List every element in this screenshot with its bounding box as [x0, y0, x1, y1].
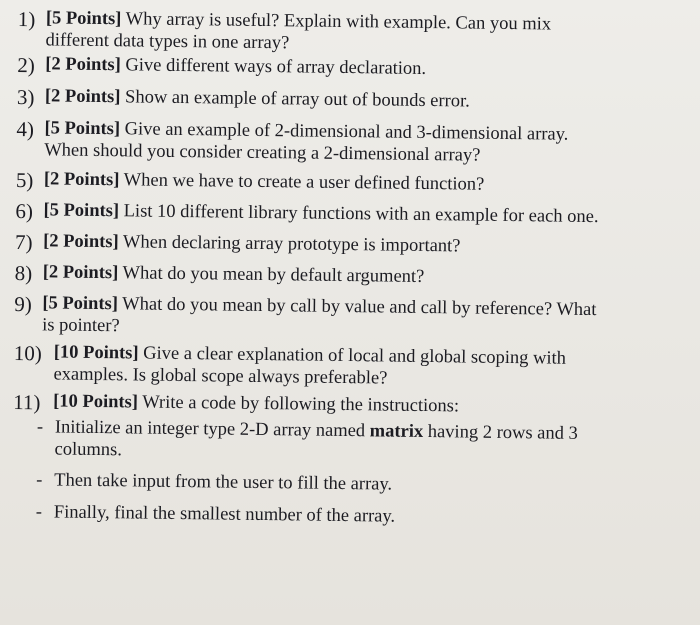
instruction-list: [36, 417, 689, 531]
question-text: Give different ways of array declaration.: [120, 55, 427, 79]
instruction-text: Then take input from the user to fill the array.: [54, 470, 393, 495]
question-number: 5): [15, 167, 34, 193]
question-points: [5 Points]: [45, 8, 122, 30]
instruction-text: Finally, final the smallest number of the array.: [53, 501, 396, 527]
question-text: Why array is useful? Explain with example. Can you mix: [121, 9, 552, 35]
question-10: [13, 342, 689, 393]
question-points: [10 Points]: [53, 391, 139, 413]
question-text: What do you mean by default argument?: [118, 263, 425, 287]
question-text: What do you mean by call by value and call by reference? What: [117, 294, 597, 321]
question-number: 8): [14, 260, 33, 286]
question-text-continued: examples. Is global scope always preferable?: [53, 363, 388, 389]
question-6: [15, 200, 691, 230]
question-2: [17, 54, 693, 84]
question-1: [17, 8, 693, 59]
question-number: 11): [13, 389, 41, 415]
instruction-bold-term: matrix: [369, 421, 424, 442]
instruction-text-continued: columns.: [54, 438, 123, 460]
question-number: 3): [16, 84, 35, 110]
question-number: 10): [13, 340, 42, 366]
question-points: [2 Points]: [43, 169, 120, 191]
question-3: [17, 86, 693, 116]
question-points: [5 Points]: [42, 293, 119, 315]
question-text: Write a code by following the instructions:: [137, 392, 460, 417]
question-points: [2 Points]: [42, 262, 119, 284]
instruction-item: [36, 417, 688, 468]
question-text: Show an example of array out of bounds error.: [120, 87, 470, 112]
question-number: 7): [14, 229, 33, 255]
bullet-dash: -: [36, 470, 43, 491]
question-number: 1): [17, 7, 36, 32]
question-number: 6): [15, 198, 34, 224]
question-9: [14, 293, 690, 344]
instruction-text-end: having 2 rows and 3: [423, 421, 578, 444]
instruction-item: [36, 470, 688, 499]
question-points: [10 Points]: [53, 342, 139, 364]
question-points: [2 Points]: [45, 54, 121, 76]
question-number: 2): [17, 52, 35, 78]
question-text-continued: different data types in one array?: [45, 29, 290, 53]
question-8: [15, 262, 691, 292]
bullet-dash: -: [36, 417, 44, 438]
question-text-continued: When should you consider creating a 2-dimensional array?: [44, 139, 481, 166]
question-text: When declaring array prototype is important?: [118, 232, 461, 257]
question-list: [12, 8, 694, 541]
instruction-text: Initialize an integer type 2-D array named: [54, 417, 370, 442]
question-4: [16, 118, 692, 169]
question-points: [5 Points]: [44, 118, 121, 140]
question-text-continued: is pointer?: [42, 314, 120, 336]
question-11: [13, 391, 689, 421]
question-7: [15, 231, 691, 261]
question-5: [16, 169, 692, 199]
question-number: 9): [14, 291, 33, 317]
question-text: Give a clear explanation of local and global scoping with: [138, 343, 567, 369]
question-points: [5 Points]: [43, 200, 120, 222]
bullet-dash: -: [35, 501, 43, 522]
question-number: 4): [16, 116, 35, 142]
question-points: [2 Points]: [44, 86, 121, 108]
instruction-item: [36, 502, 688, 531]
question-text: When we have to create a user defined function?: [119, 170, 485, 195]
question-points: [2 Points]: [43, 231, 119, 253]
question-text: List 10 different library functions with an example for each one.: [118, 201, 599, 228]
question-text: Give an example of 2-dimensional and 3-dimensional array.: [119, 119, 569, 145]
